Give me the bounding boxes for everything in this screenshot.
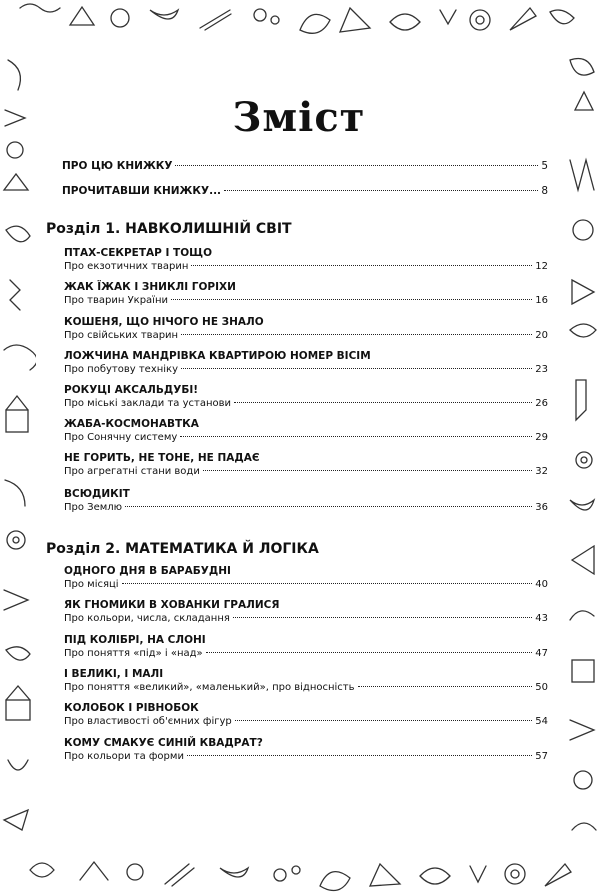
toc-intro-item[interactable] <box>62 160 548 172</box>
toc-intro-item[interactable] <box>62 185 548 197</box>
toc-item-title: КОШЕНЯ, ЩО НІЧОГО НЕ ЗНАЛО <box>64 316 264 328</box>
toc-item-title: ЖАК ЇЖАК І ЗНИКЛІ ГОРІХИ <box>64 281 236 293</box>
toc-item[interactable] <box>64 634 548 659</box>
toc-item-subtitle: Про поняття «великий», «маленький», про відносність <box>64 682 355 693</box>
toc-item-title: ПІД КОЛІБРІ, НА СЛОНІ <box>64 634 206 646</box>
toc-item-subtitle: Про поняття «під» і «над» <box>64 648 203 659</box>
toc-item-subtitle: Про кольори та форми <box>64 751 184 762</box>
toc-page-number: 5 <box>541 160 548 172</box>
toc-page-number: 54 <box>535 716 548 727</box>
leader-dots <box>187 755 532 756</box>
toc-item[interactable] <box>64 565 548 590</box>
toc-item-title: ЯК ГНОМИКИ В ХОВАНКИ ГРАЛИСЯ <box>64 599 280 611</box>
leader-dots <box>181 368 532 369</box>
toc-item-title: ЛОЖЧИНА МАНДРІВКА КВАРТИРОЮ НОМЕР ВІСІМ <box>64 350 371 362</box>
toc-page-number: 43 <box>535 613 548 624</box>
toc-item-subtitle: Про свійських тварин <box>64 330 179 341</box>
toc-page-number: 32 <box>535 466 548 477</box>
toc-item-subtitle: Про Землю <box>64 502 123 513</box>
leader-dots <box>206 652 533 653</box>
toc-item-title: ПТАХ-СЕКРЕТАР І ТОЩО <box>64 247 212 259</box>
toc-item[interactable] <box>64 418 548 443</box>
toc-page-number: 47 <box>535 648 548 659</box>
toc-page <box>36 40 562 852</box>
toc-item-subtitle: Про кольори, числа, складання <box>64 613 230 624</box>
toc-page-number: 12 <box>535 261 548 272</box>
leader-dots <box>233 617 532 618</box>
leader-dots <box>122 583 533 584</box>
toc-item-subtitle: Про місяці <box>64 579 119 590</box>
leader-dots <box>171 299 532 300</box>
toc-item-title: І ВЕЛИКІ, І МАЛІ <box>64 668 164 680</box>
toc-item[interactable] <box>64 247 548 272</box>
toc-item-title: КОМУ СМАКУЄ СИНІЙ КВАДРАТ? <box>64 737 263 749</box>
toc-item[interactable] <box>64 737 548 762</box>
toc-item-title: ОДНОГО ДНЯ В БАРАБУДНІ <box>64 565 231 577</box>
toc-item-subtitle: Про тварин України <box>64 295 168 306</box>
toc-item-subtitle: Про екзотичних тварин <box>64 261 189 272</box>
toc-item-title: КОЛОБОК І РІВНОБОК <box>64 702 199 714</box>
toc-item[interactable] <box>64 316 548 341</box>
section-heading: Розділ 2. МАТЕМАТИКА Й ЛОГІКА <box>46 541 319 557</box>
leader-dots <box>234 402 532 403</box>
toc-item[interactable] <box>64 281 548 306</box>
toc-item-subtitle: Про Сонячну систему <box>64 432 178 443</box>
toc-item-title: ВСЮДИКІТ <box>64 488 130 500</box>
toc-item-subtitle: Про властивості об'ємних фігур <box>64 716 232 727</box>
toc-page-number: 29 <box>535 432 548 443</box>
toc-page-number: 8 <box>541 185 548 197</box>
toc-item-subtitle: Про міські заклади та установи <box>64 398 232 409</box>
leader-dots <box>181 334 532 335</box>
section-heading: Розділ 1. НАВКОЛИШНІЙ СВІТ <box>46 221 292 237</box>
leader-dots <box>224 190 538 191</box>
toc-item[interactable] <box>64 702 548 727</box>
toc-item-title: РОКУЦІ АКСАЛЬДУБІ! <box>64 384 199 396</box>
toc-page-number: 20 <box>535 330 548 341</box>
toc-page-number: 36 <box>535 502 548 513</box>
toc-page-number: 16 <box>535 295 548 306</box>
toc-item[interactable] <box>64 668 548 693</box>
toc-page-number: 40 <box>535 579 548 590</box>
toc-item[interactable] <box>64 384 548 409</box>
page-title: Зміст <box>232 94 366 141</box>
toc-item[interactable] <box>64 488 548 513</box>
toc-intro-label: ПРО ЦЮ КНИЖКУ <box>62 160 173 172</box>
toc-page-number: 26 <box>535 398 548 409</box>
toc-item-subtitle: Про агрегатні стани води <box>64 466 200 477</box>
toc-item[interactable] <box>64 350 548 375</box>
leader-dots <box>180 436 532 437</box>
toc-page-number: 57 <box>535 751 548 762</box>
toc-item[interactable] <box>64 452 548 477</box>
toc-intro-label: ПРОЧИТАВШИ КНИЖКУ... <box>62 185 222 197</box>
leader-dots <box>358 686 533 687</box>
leader-dots <box>235 720 533 721</box>
leader-dots <box>191 265 532 266</box>
toc-item-title: НЕ ГОРИТЬ, НЕ ТОНЕ, НЕ ПАДАЄ <box>64 452 260 464</box>
toc-page-number: 50 <box>535 682 548 693</box>
toc-item-title: ЖАБА-КОСМОНАВТКА <box>64 418 199 430</box>
leader-dots <box>203 470 532 471</box>
leader-dots <box>175 165 538 166</box>
leader-dots <box>125 506 532 507</box>
toc-page-number: 23 <box>535 364 548 375</box>
toc-item-subtitle: Про побутову техніку <box>64 364 179 375</box>
toc-item[interactable] <box>64 599 548 624</box>
